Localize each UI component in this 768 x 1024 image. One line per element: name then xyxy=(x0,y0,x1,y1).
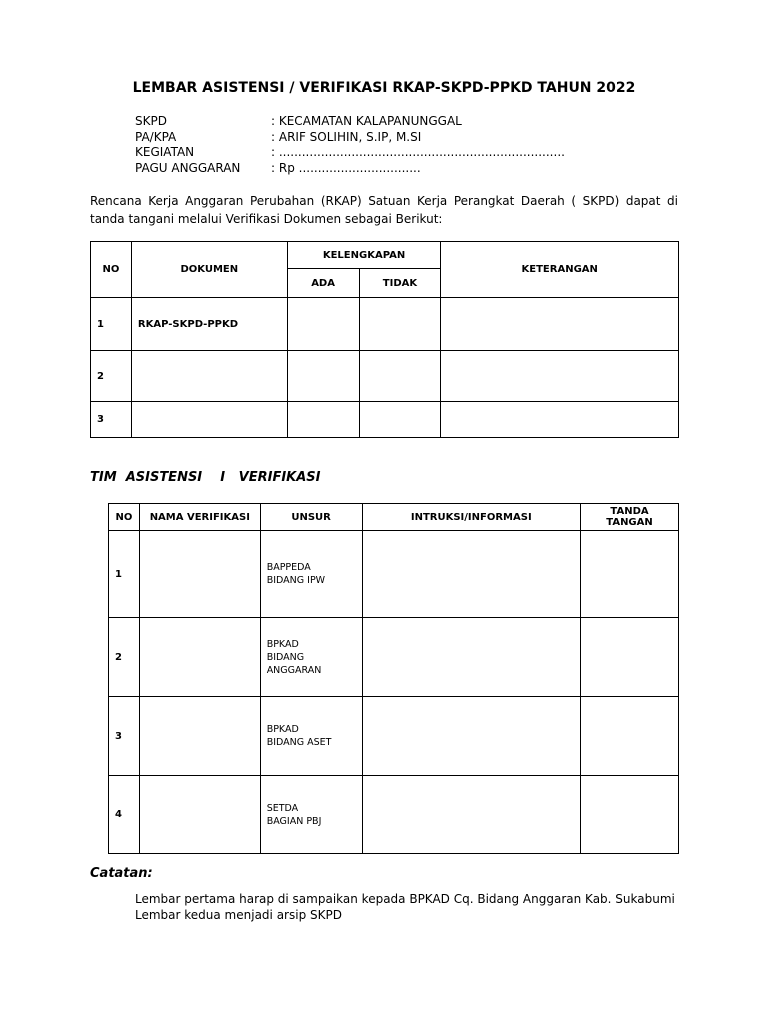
cell-keterangan[interactable] xyxy=(441,351,679,402)
cell-nama[interactable] xyxy=(139,697,260,776)
table-row xyxy=(109,697,679,776)
table-row xyxy=(109,531,679,618)
info-block xyxy=(135,114,565,176)
table-header-row xyxy=(91,242,679,269)
cell-nama[interactable] xyxy=(139,776,260,854)
unsur-line: SETDA xyxy=(266,802,299,814)
row-no: 1 xyxy=(109,531,140,618)
row-no: 3 xyxy=(91,402,132,438)
row-dokumen xyxy=(131,351,287,402)
header-dokumen: DOKUMEN xyxy=(131,242,287,298)
cell-instruksi[interactable] xyxy=(362,697,581,776)
unsur-line: BIDANG ASET xyxy=(266,737,332,748)
row-no: 4 xyxy=(109,776,140,854)
cell-keterangan[interactable] xyxy=(441,402,679,438)
notes-block xyxy=(135,891,678,923)
cell-nama[interactable] xyxy=(139,531,260,618)
info-label: KEGIATAN xyxy=(135,145,195,159)
header-ada: ADA xyxy=(287,269,359,298)
info-value: : ........................................................................... xyxy=(271,145,565,159)
info-value: : ARIF SOLIHIN, S.IP, M.SI xyxy=(271,129,422,144)
table-row xyxy=(91,298,679,351)
header-instruksi: INTRUKSI/INFORMASI xyxy=(362,504,581,531)
info-row-skpd xyxy=(135,114,565,130)
header-tidak: TIDAK xyxy=(359,269,441,298)
cell-tidak[interactable] xyxy=(359,298,441,351)
cell-tanda-tangan[interactable] xyxy=(581,531,679,618)
unsur-line: BIDANG IPW xyxy=(266,575,326,586)
table-header-row xyxy=(109,504,679,531)
table-row xyxy=(109,776,679,854)
table-row xyxy=(91,351,679,402)
cell-tidak[interactable] xyxy=(359,351,441,402)
header-keterangan: KETERANGAN xyxy=(441,242,679,298)
document-checklist-table xyxy=(90,241,679,438)
unsur-line: ANGGARAN xyxy=(266,664,322,676)
cell-ada[interactable] xyxy=(287,298,359,351)
cell-instruksi[interactable] xyxy=(362,618,581,697)
unsur-line: BAGIAN PBJ xyxy=(266,815,322,827)
table-row xyxy=(109,618,679,697)
cell-unsur xyxy=(260,531,362,618)
cell-nama[interactable] xyxy=(139,618,260,697)
cell-unsur xyxy=(260,618,362,697)
cell-unsur xyxy=(260,697,362,776)
document-title: LEMBAR ASISTENSI / VERIFIKASI RKAP-SKPD-PPKD TAHUN 2022 xyxy=(132,80,636,96)
info-value: : KECAMATAN KALAPANUNGGAL xyxy=(271,114,462,128)
cell-ada[interactable] xyxy=(287,351,359,402)
cell-unsur xyxy=(260,776,362,854)
row-dokumen xyxy=(131,402,287,438)
info-row-kegiatan xyxy=(135,145,565,161)
cell-keterangan[interactable] xyxy=(441,298,679,351)
verification-team-table xyxy=(108,503,679,854)
cell-tanda-tangan[interactable] xyxy=(581,697,679,776)
header-no: NO xyxy=(91,242,132,298)
info-label: PA/KPA xyxy=(135,129,177,144)
header-unsur: UNSUR xyxy=(260,504,362,531)
row-no: 3 xyxy=(109,697,140,776)
cell-instruksi[interactable] xyxy=(362,776,581,854)
table-row xyxy=(91,402,679,438)
cell-instruksi[interactable] xyxy=(362,531,581,618)
cell-tanda-tangan[interactable] xyxy=(581,618,679,697)
intro-paragraph: Rencana Kerja Anggaran Perubahan (RKAP) Satuan Kerja Perangkat Daerah ( SKPD) dapat di tanda tangani melalui Verifikasi Dokumen sebagai Berikut: xyxy=(90,194,678,226)
cell-tidak[interactable] xyxy=(359,402,441,438)
header-nama-verifikasi: NAMA VERIFIKASI xyxy=(139,504,260,531)
row-dokumen: RKAP-SKPD-PPKD xyxy=(131,298,287,351)
info-row-pa-kpa xyxy=(135,130,565,146)
catatan-heading: Catatan: xyxy=(90,866,153,881)
unsur-line: BPKAD xyxy=(266,724,299,735)
row-no: 2 xyxy=(109,618,140,697)
row-no: 1 xyxy=(91,298,132,351)
row-no: 2 xyxy=(91,351,132,402)
header-kelengkapan: KELENGKAPAN xyxy=(287,242,441,269)
cell-ada[interactable] xyxy=(287,402,359,438)
note-line: Lembar kedua menjadi arsip SKPD xyxy=(135,908,342,922)
cell-tanda-tangan[interactable] xyxy=(581,776,679,854)
unsur-line: BAPPEDA xyxy=(266,562,311,573)
info-label: PAGU ANGGARAN xyxy=(135,160,241,175)
unsur-line: BPKAD xyxy=(266,638,299,650)
info-label: SKPD xyxy=(135,114,167,128)
header-no: NO xyxy=(109,504,140,531)
unsur-line: BIDANG xyxy=(266,651,305,663)
section-title: TIM ASISTENSI I VERIFIKASI xyxy=(90,470,321,485)
header-tanda-tangan: TANDA TANGAN xyxy=(581,504,679,531)
info-value: : Rp ................................ xyxy=(271,160,421,175)
note-line: Lembar pertama harap di sampaikan kepada BPKAD Cq. Bidang Anggaran Kab. Sukabumi xyxy=(135,892,675,906)
info-row-pagu-anggaran xyxy=(135,161,565,177)
